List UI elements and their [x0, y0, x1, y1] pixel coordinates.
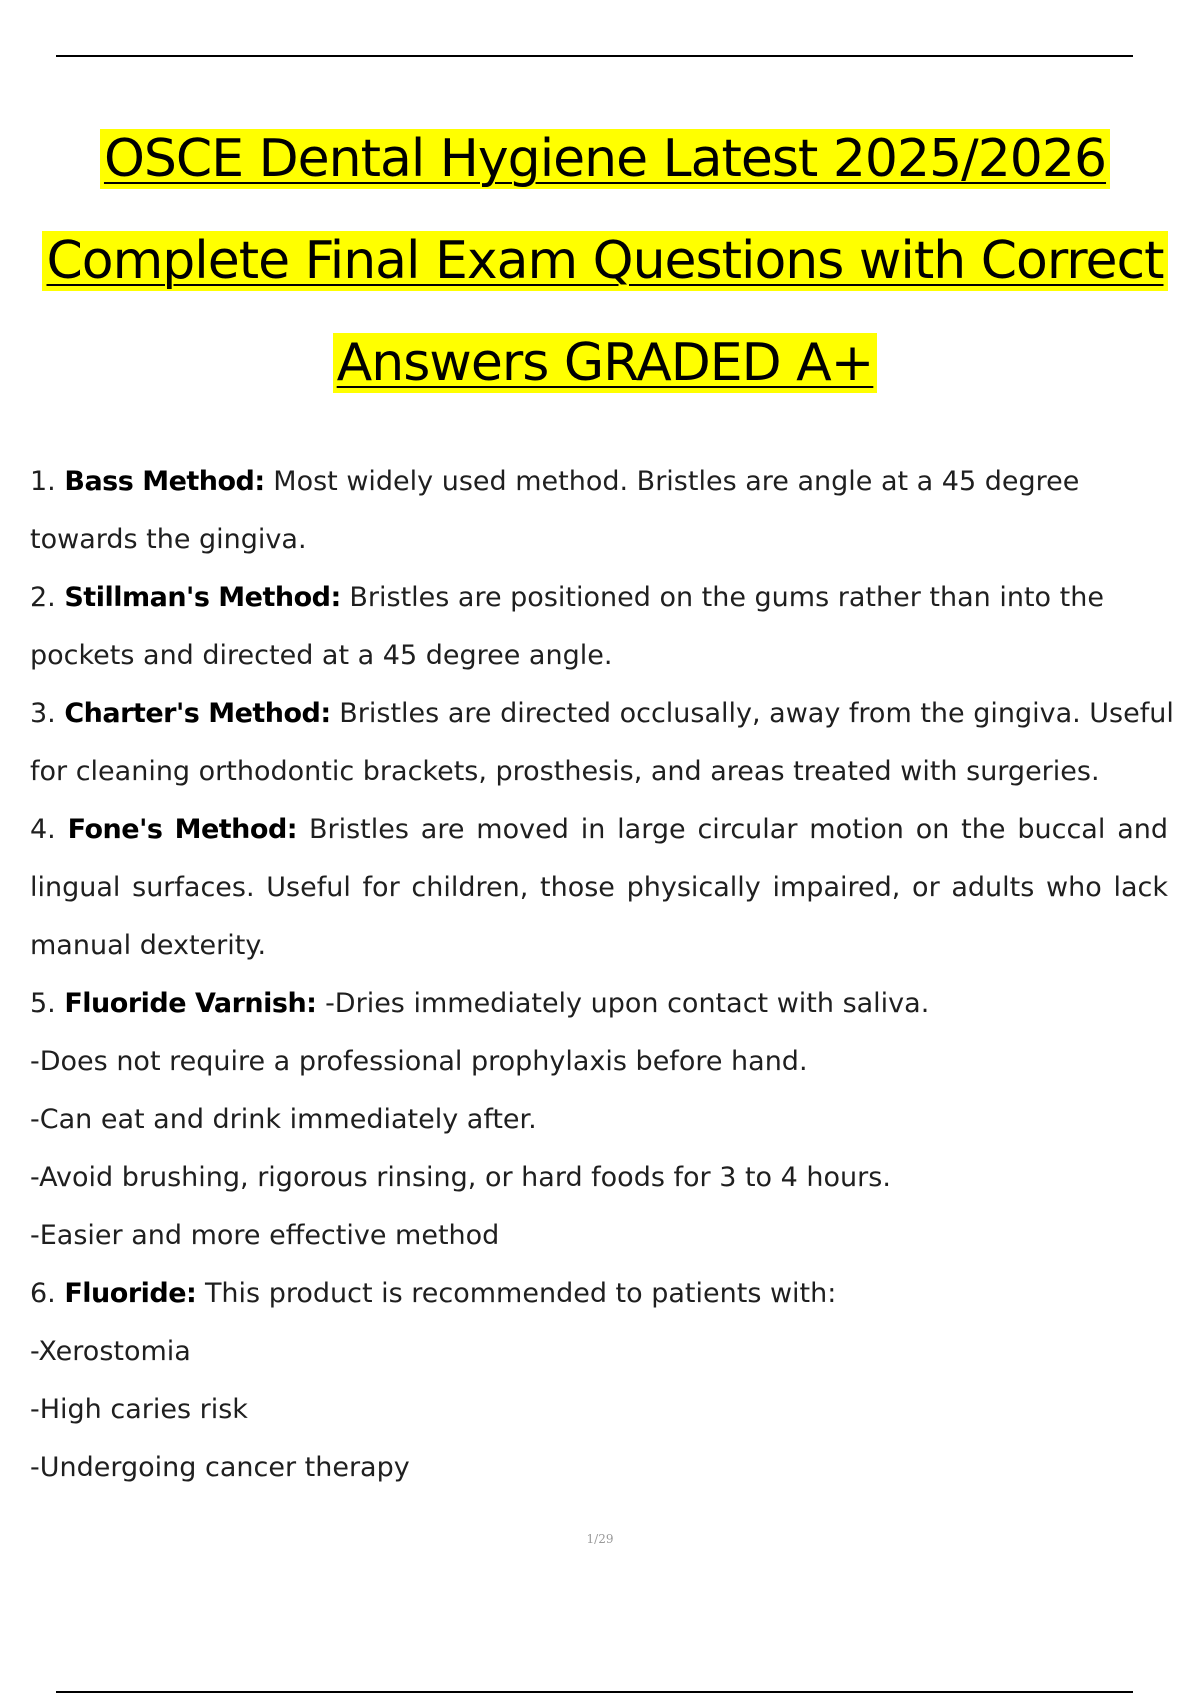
title-line-1-text: OSCE Dental Hygiene Latest 2025/2026 — [100, 129, 1110, 189]
item-number: 2. — [30, 582, 56, 613]
item-5-line-1 — [30, 975, 1168, 1033]
title-line-3-text: Answers GRADED A+ — [333, 333, 878, 393]
top-rule — [56, 55, 1133, 57]
item-number: 1. — [30, 466, 56, 497]
item-3-line-2: for cleaning orthodontic brackets, prosthesis, and areas treated with surgeries. — [30, 756, 1100, 787]
item-5-line-4: -Avoid brushing, rigorous rinsing, or hard foods for 3 to 4 hours. — [30, 1162, 891, 1193]
title-line-2 — [30, 210, 1180, 312]
document-title — [30, 108, 1180, 414]
title-line-2-text: Complete Final Exam Questions with Correct — [42, 231, 1167, 291]
item-4-line-1 — [30, 801, 1168, 859]
question-list — [30, 453, 1174, 1497]
item-1-line-1 — [30, 453, 1168, 511]
item-term: Charter's Method: — [64, 698, 331, 729]
page-number: 1/29 — [586, 1532, 614, 1546]
title-line-3 — [30, 312, 1180, 414]
item-6-line-3: -High caries risk — [30, 1394, 248, 1425]
item-4-line-3: manual dexterity. — [30, 930, 267, 961]
item-5-line-2: -Does not require a professional prophylaxis before hand. — [30, 1046, 808, 1077]
item-text: Bristles are positioned on the gums rather than into the — [349, 582, 1104, 613]
item-text: -Dries immediately upon contact with saliva. — [325, 988, 930, 1019]
item-term: Bass Method: — [64, 466, 265, 497]
item-6-line-2: -Xerostomia — [30, 1336, 191, 1367]
item-term: Fluoride Varnish: — [64, 988, 317, 1019]
item-text: Bristles are moved in large circular motion on the buccal and — [308, 814, 1168, 845]
item-number: 6. — [30, 1278, 56, 1309]
item-1-line-2: towards the gingiva. — [30, 524, 307, 555]
item-term: Fluoride: — [64, 1278, 197, 1309]
item-term: Fone's Method: — [67, 814, 298, 845]
item-number: 3. — [30, 698, 56, 729]
item-2-line-1 — [30, 569, 1168, 627]
item-4-line-2: lingual surfaces. Useful for children, those physically impaired, or adults who lack — [30, 872, 1168, 903]
item-6-line-4: -Undergoing cancer therapy — [30, 1452, 410, 1483]
item-text: This product is recommended to patients with: — [204, 1278, 837, 1309]
item-number: 4. — [30, 814, 56, 845]
title-line-1 — [30, 108, 1180, 210]
item-text: Bristles are directed occlusally, away from the gingiva. Useful — [339, 698, 1174, 729]
item-term: Stillman's Method: — [64, 582, 341, 613]
item-number: 5. — [30, 988, 56, 1019]
item-5-line-3: -Can eat and drink immediately after. — [30, 1104, 537, 1135]
item-text: Most widely used method. Bristles are angle at a 45 degree — [273, 466, 1080, 497]
item-5-line-5: -Easier and more effective method — [30, 1220, 500, 1251]
item-6-line-1 — [30, 1265, 1168, 1323]
item-2-line-2: pockets and directed at a 45 degree angle. — [30, 640, 613, 671]
bottom-rule — [56, 1691, 1133, 1693]
item-3-line-1 — [30, 685, 1174, 743]
